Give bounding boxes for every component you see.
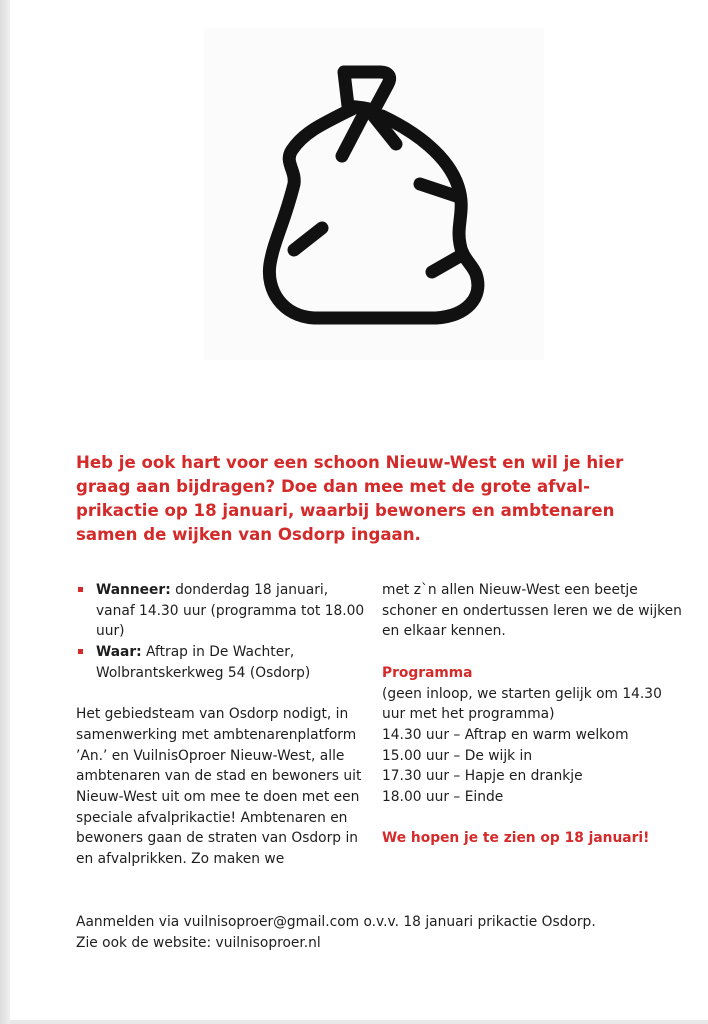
detail-where <box>76 642 368 683</box>
flyer-page <box>10 0 708 1020</box>
bullet-square-icon <box>78 649 83 654</box>
detail-when <box>76 580 368 642</box>
detail-where-label: Waar: <box>96 644 142 661</box>
page-edge <box>0 0 10 1024</box>
detail-when-label: Wanneer: <box>96 582 171 598</box>
footer <box>76 912 676 953</box>
trash-bag-illustration <box>204 28 544 360</box>
details-list <box>76 580 368 684</box>
intro-heading: Heb je ook hart voor een schoon Nieuw-West en wil je hier graag aan bijdragen? Doe dan mee met de grote afval-prikactie op 18 januari, waarbij bewoners en ambtenaren samen de wijken van Osdorp ingaan. <box>76 453 624 544</box>
programma-item: 15.00 uur – De wijk in <box>382 747 533 764</box>
programma-item: 18.00 uur – Einde <box>382 789 504 806</box>
detail-when-text: donderdag 18 januari, vanaf 14.30 uur (programma tot 18.00 uur) <box>96 582 365 640</box>
programma-note: (geen inloop, we starten gelijk om 14.30 uur met het programma) <box>382 685 662 723</box>
programma-item: 17.30 uur – Hapje en drankje <box>382 768 583 785</box>
right-column <box>382 580 682 849</box>
body-text-left: Het gebiedsteam van Osdorp nodigt, in samenwerking met ambtenarenplatform ’An.’ en VuilnisOproer Nieuw-West, alle ambtenaren van de stad en bewoners uit Nieuw-West uit om mee te doen met een speciale afvalprikactie! Ambtenaren en bewoners gaan de straten van Osdorp in en afvalprikken. Zo maken we <box>76 706 362 868</box>
signup-line: Aanmelden via vuilnisoproer@gmail.com o.v.v. 18 januari prikactie Osdorp. <box>76 914 596 930</box>
body-text-right: met z`n allen Nieuw-West een beetje schoner en ondertussen leren we de wijken en elkaar kennen. <box>382 582 682 640</box>
left-column <box>76 580 368 870</box>
programma-item: 14.30 uur – Aftrap en warm welkom <box>382 726 629 743</box>
trash-bag-icon <box>204 28 544 360</box>
programma-heading: Programma <box>382 664 473 681</box>
closing-line: We hopen je te zien op 18 januari! <box>382 830 650 847</box>
bullet-square-icon <box>78 587 83 592</box>
website-line: Zie ook de website: vuilnisoproer.nl <box>76 934 321 951</box>
detail-where-text: Aftrap in De Wachter, Wolbrantskerkweg 54 (Osdorp) <box>96 644 311 681</box>
